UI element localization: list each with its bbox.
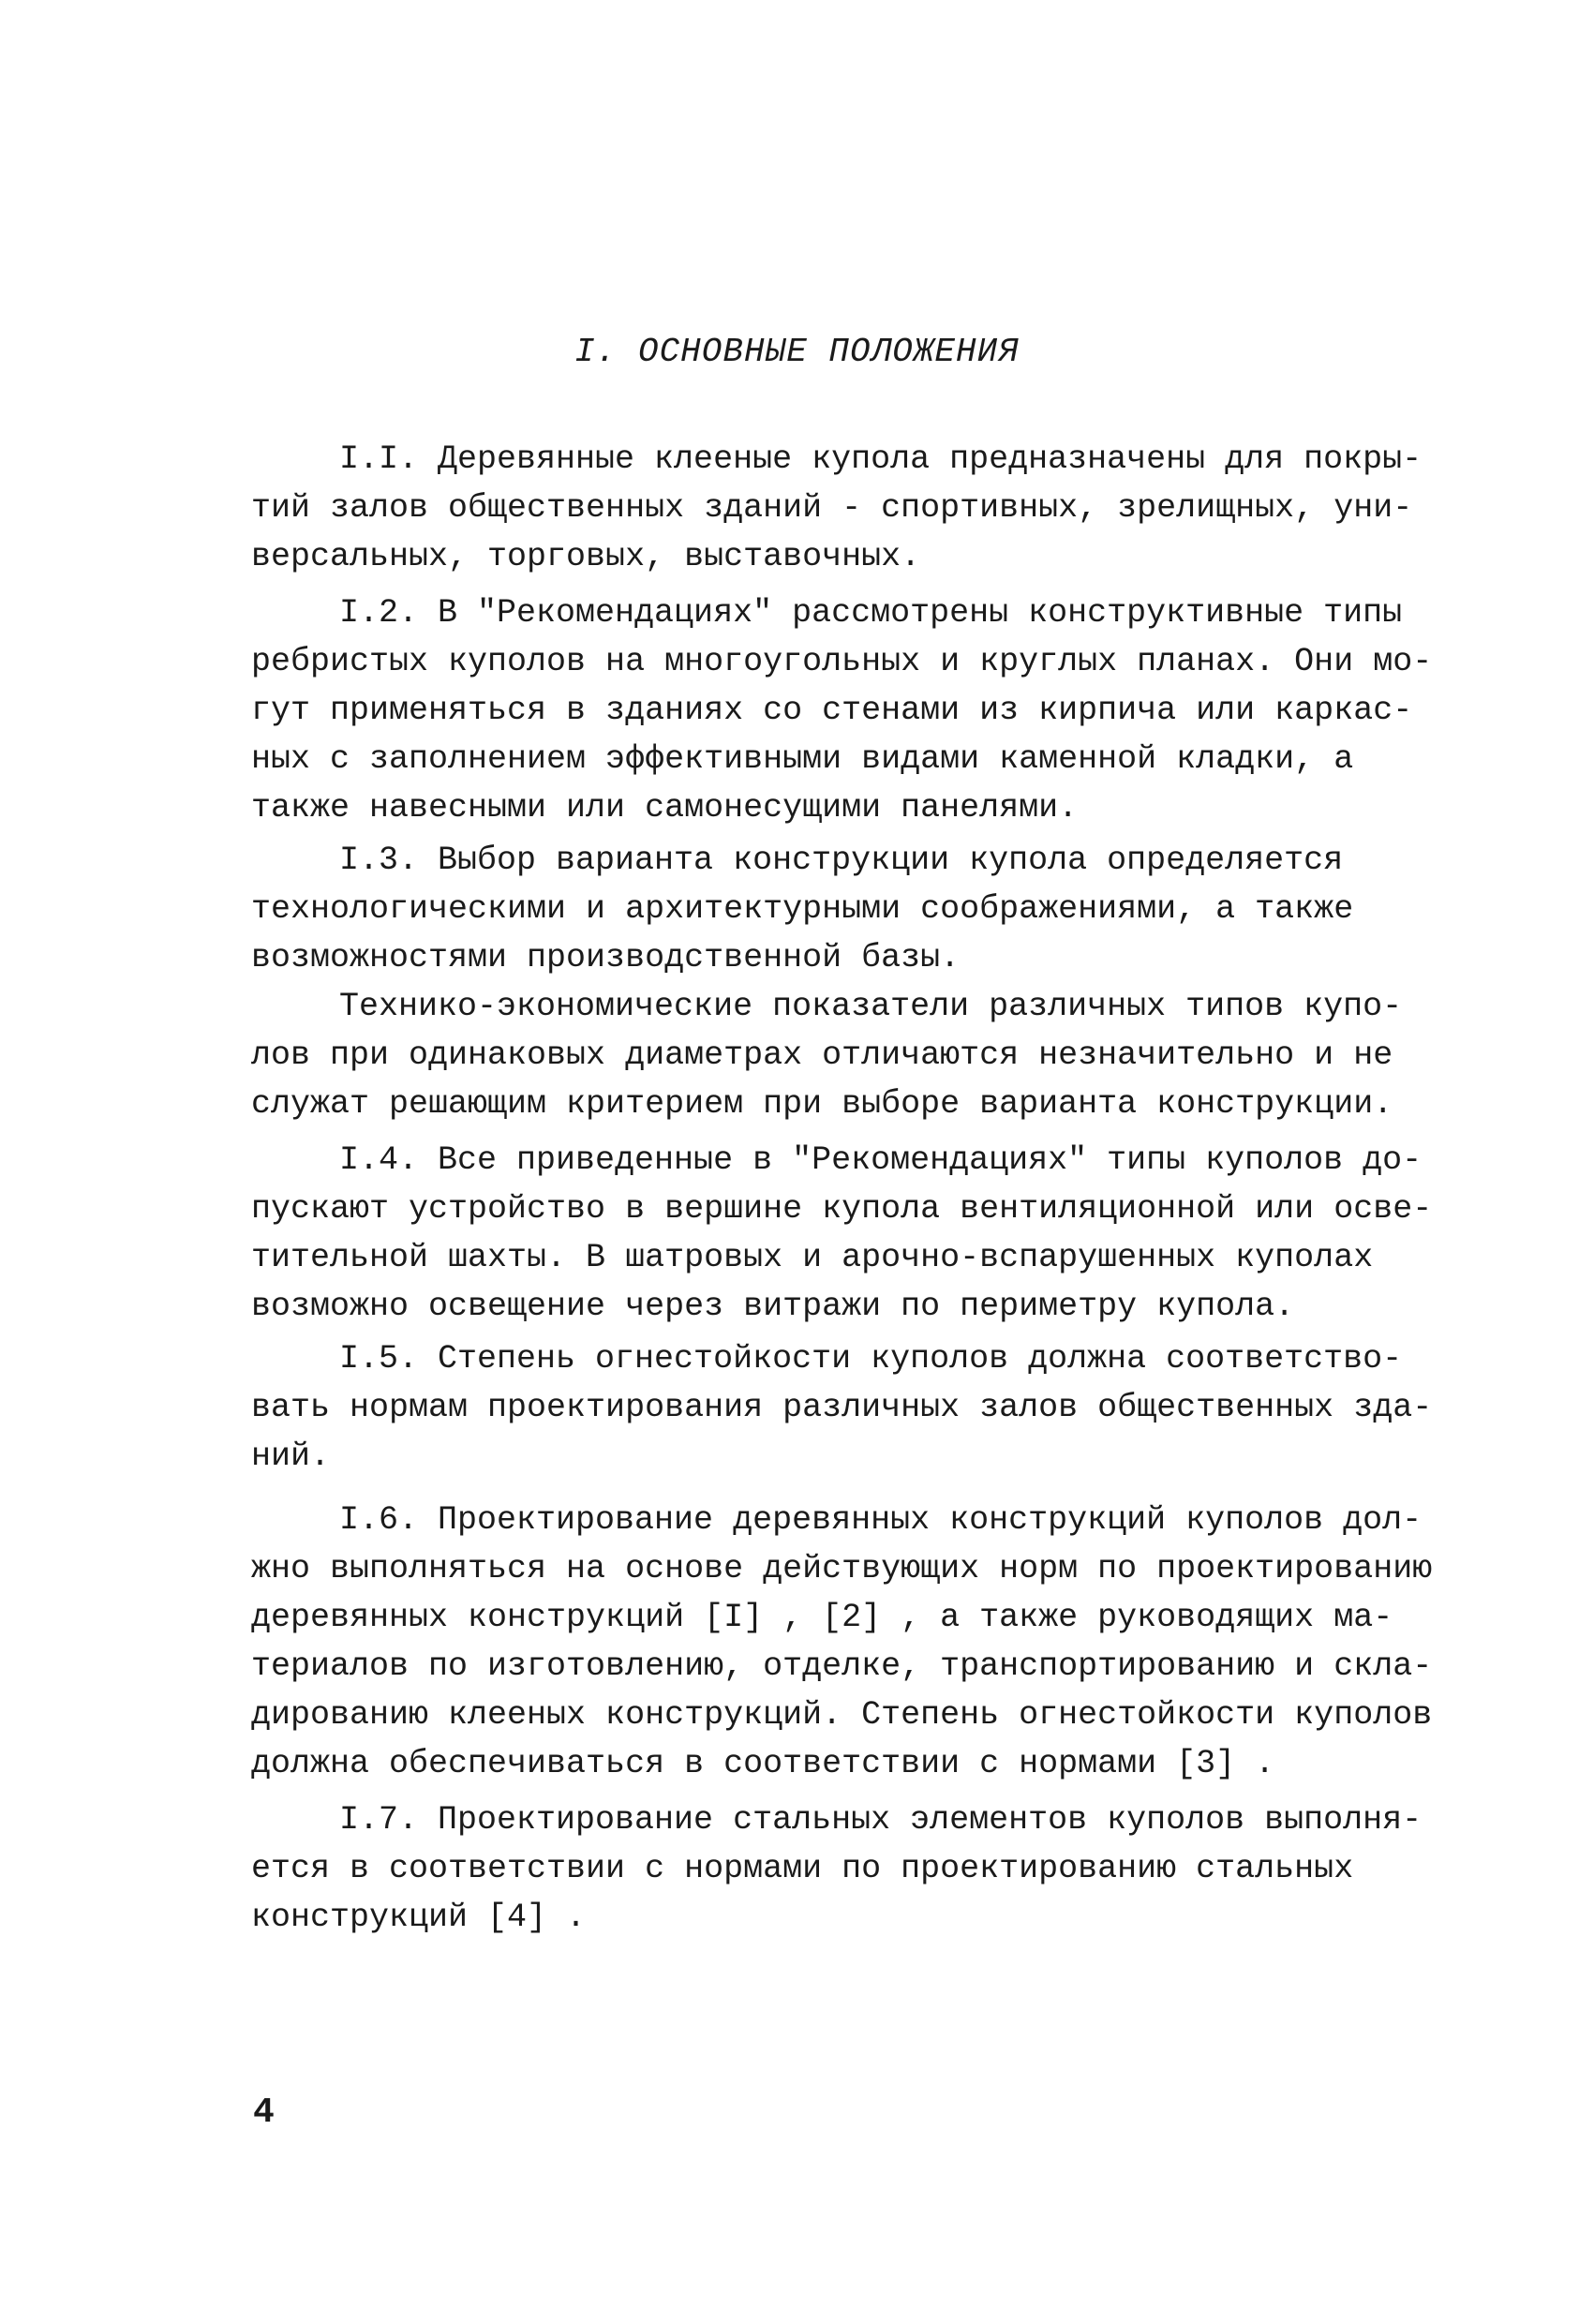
paragraph-line: возможностями производственной базы. <box>251 939 961 976</box>
paragraph-line: вать нормам проектирования различных залов общественных зда- <box>251 1389 1433 1426</box>
paragraph-line: териалов по изготовлению, отделке, транспортированию и скла- <box>251 1647 1433 1685</box>
paragraph-line: I.I. Деревянные клееные купола предназначены для покры- <box>339 440 1423 478</box>
paragraph-line: служат решающим критерием при выборе варианта конструкции. <box>251 1085 1393 1123</box>
paragraph-line: тий залов общественных зданий - спортивных, зрелищных, уни- <box>251 489 1413 527</box>
paragraph-line: I.2. В "Рекомендациях" рассмотрены конструктивные типы <box>339 594 1403 632</box>
paragraph-line: дированию клееных конструкций. Степень огнестойкости куполов <box>251 1696 1433 1734</box>
paragraph-line: также навесными или самонесущими панелями. <box>251 789 1079 827</box>
paragraph-line: I.5. Степень огнестойкости куполов должна соответство- <box>339 1340 1403 1378</box>
paragraph-line: технологическими и архитектурными соображениями, а также <box>251 890 1354 928</box>
paragraph-line: тительной шахты. В шатровых и арочно-вспарушенных куполах <box>251 1239 1374 1276</box>
page-number: 4 <box>253 2093 275 2133</box>
paragraph-line: жно выполняться на основе действующих норм по проектированию <box>251 1550 1433 1587</box>
paragraph-line: конструкций [4] . <box>251 1899 587 1936</box>
paragraph-line: ется в соответствии с нормами по проектированию стальных <box>251 1850 1354 1887</box>
paragraph-line: I.4. Все приведенные в "Рекомендациях" типы куполов до- <box>339 1141 1423 1179</box>
paragraph-line: ных с заполнением эффективными видами каменной кладки, а <box>251 740 1354 778</box>
paragraph-line: ребристых куполов на многоугольных и круглых планах. Они мо- <box>251 643 1433 680</box>
paragraph-line: должна обеспечиваться в соответствии с нормами [3] . <box>251 1745 1275 1782</box>
section-heading: I. ОСНОВНЫЕ ПОЛОЖЕНИЯ <box>574 333 1020 371</box>
paragraph-line: гут применяться в зданиях со стенами из кирпича или каркас- <box>251 692 1413 729</box>
paragraph-line: возможно освещение через витражи по периметру купола. <box>251 1288 1295 1325</box>
paragraph-line: лов при одинаковых диаметрах отличаются незначительно и не <box>251 1036 1393 1074</box>
paragraph-line: деревянных конструкций [I] , [2] , а также руководящих ма- <box>251 1599 1393 1636</box>
paragraph-line: I.3. Выбор варианта конструкции купола определяется <box>339 842 1344 879</box>
paragraph-line: I.7. Проектирование стальных элементов куполов выполня- <box>339 1801 1423 1839</box>
paragraph-line: пускают устройство в вершине купола вентиляционной или осве- <box>251 1190 1433 1228</box>
paragraph-line: Технико-экономические показатели различных типов купо- <box>339 988 1403 1025</box>
paragraph-line: версальных, торговых, выставочных. <box>251 538 921 575</box>
paragraph-line: I.6. Проектирование деревянных конструкций куполов дол- <box>339 1501 1423 1539</box>
paragraph-line: ний. <box>251 1438 331 1475</box>
